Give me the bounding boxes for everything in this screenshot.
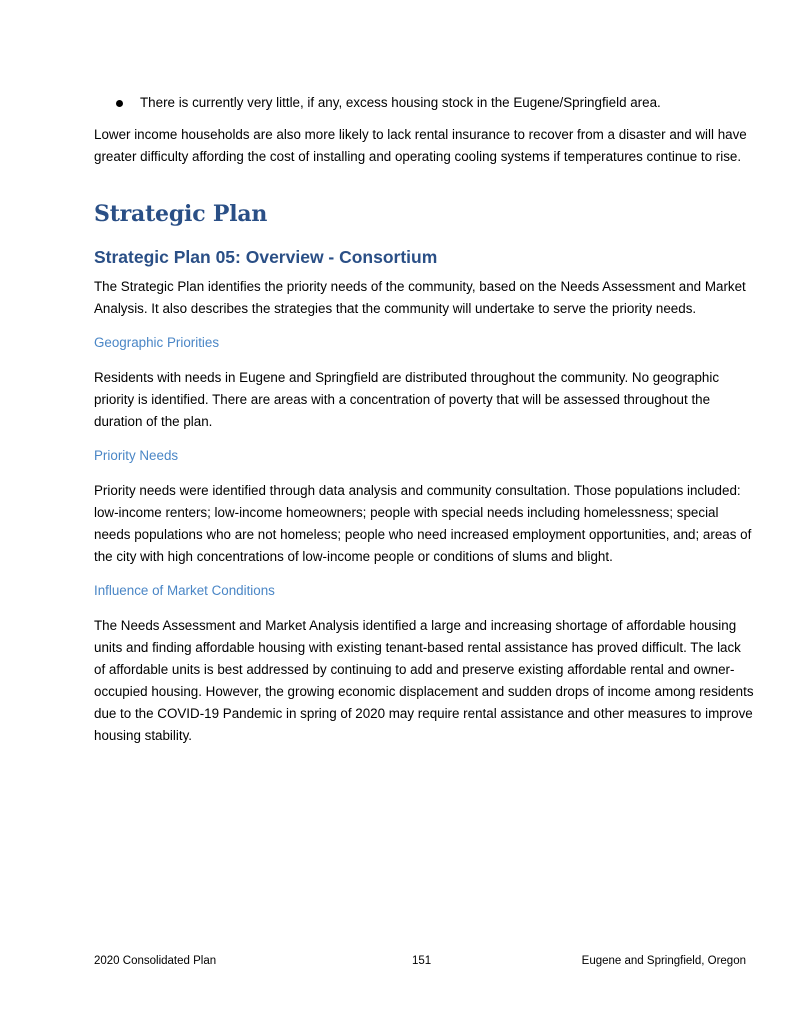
page-content <box>94 92 754 747</box>
subsection-title: Strategic Plan 05: Overview - Consortium <box>94 247 438 267</box>
priority-needs-paragraph: Priority needs were identified through data analysis and community consultation. Those populations included: low-income renters; low-income homeowners; people with special needs including homelessness; special needs populations who are not homeless; people who need increased employment opportunities, and; areas of the city with high concentrations of low-income people or conditions of slums and blight. <box>94 483 752 564</box>
priority-needs-heading: Priority Needs <box>94 448 179 463</box>
footer-document-title: 2020 Consolidated Plan <box>94 955 217 967</box>
market-conditions-heading: Influence of Market Conditions <box>94 583 275 598</box>
geographic-priorities-paragraph: Residents with needs in Eugene and Springfield are distributed throughout the community. No geographic priority is identified. There are areas with a concentration of poverty that will be assessed throughout the duration of the plan. <box>94 370 720 429</box>
bullet-icon <box>116 100 123 107</box>
intro-paragraph: Lower income households are also more likely to lack rental insurance to recover from a disaster and will have greater difficulty affording the cost of installing and operating cooling systems if temperatures continue to rise. <box>94 127 747 164</box>
section-title: Strategic Plan <box>94 201 268 227</box>
bullet-item <box>94 92 754 114</box>
market-conditions-paragraph: The Needs Assessment and Market Analysis identified a large and increasing shortage of affordable housing units and finding affordable housing with existing tenant-based rental assistance has proved difficult. The lack of affordable units is best addressed by continuing to add and preserve existing affordable rental and owner-occupied housing. However, the growing economic displacement and sudden drops of income among residents due to the COVID-19 Pandemic in spring of 2020 may require rental assistance and other measures to improve housing stability. <box>94 618 754 743</box>
footer-page-number: 151 <box>412 955 432 967</box>
geographic-priorities-heading: Geographic Priorities <box>94 335 220 350</box>
footer-location: Eugene and Springfield, Oregon <box>581 955 746 967</box>
overview-paragraph: The Strategic Plan identifies the priority needs of the community, based on the Needs Assessment and Market Analysis. It also describes the strategies that the community will undertake to serve the priority needs. <box>94 279 746 316</box>
bullet-text: There is currently very little, if any, excess housing stock in the Eugene/Springfield area. <box>140 95 661 110</box>
